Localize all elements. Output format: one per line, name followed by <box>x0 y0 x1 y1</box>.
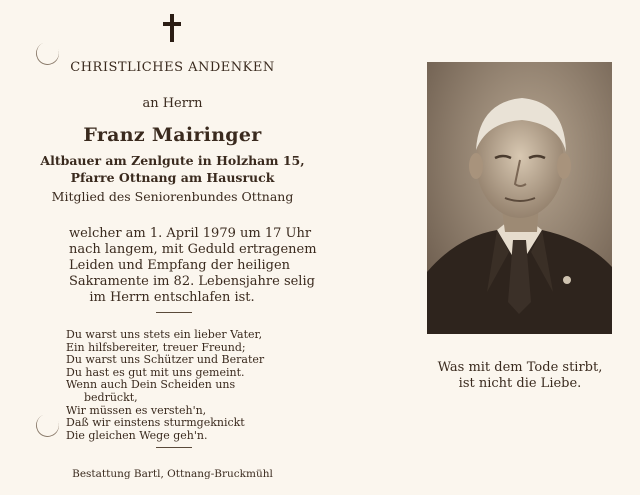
poem-line: Du warst uns Schützer und Berater <box>66 353 265 367</box>
occupation-line-1: Altbauer am Zenlgute in Holzham 15, <box>40 153 305 168</box>
obituary-line: welcher am 1. April 1979 um 17 Uhr <box>69 226 312 241</box>
poem-line: Wenn auch Dein Scheiden uns <box>66 378 236 392</box>
poem <box>66 329 296 442</box>
membership-line: Mitglied des Seniorenbundes Ottnang <box>51 189 294 204</box>
poem-line: Ein hilfsbereiter, treuer Freund; <box>66 340 246 354</box>
quote-line: ist nicht die Liebe. <box>458 376 582 391</box>
divider-bottom <box>156 447 192 448</box>
occupation-line-2: Pfarre Ottnang am Hausruck <box>70 170 275 185</box>
obituary-line: nach langem, mit Geduld ertragenem <box>69 242 317 257</box>
obituary-line: Sakramente im 82. Lebensjahre selig <box>69 274 315 289</box>
quote-line: Was mit dem Tode stirbt, <box>437 360 603 375</box>
poem-line: Die gleichen Wege geh'n. <box>66 428 208 442</box>
divider-top <box>156 312 192 313</box>
punch-hole-bottom <box>33 411 62 440</box>
obituary-line: Leiden und Empfang der heiligen <box>69 258 291 273</box>
memorial-quote <box>415 360 625 392</box>
deceased-name: Franz Mairinger <box>83 124 262 146</box>
poem-line: Wir müssen es versteh'n, <box>66 403 207 417</box>
obituary-line: im Herrn entschlafen ist. <box>89 290 255 305</box>
poem-line: Du warst uns stets ein lieber Vater, <box>66 328 263 341</box>
portrait-photo <box>427 62 612 334</box>
poem-line: bedrückt, <box>84 390 138 404</box>
poem-line: Du hast es gut mit uns gemeint. <box>66 365 245 379</box>
salutation: an Herrn <box>142 96 203 111</box>
poem-line: Daß wir einstens sturmgeknickt <box>66 416 245 430</box>
cross-icon <box>163 14 181 42</box>
undertaker-line: Bestattung Bartl, Ottnang-Bruckmühl <box>72 468 273 480</box>
card-heading: CHRISTLICHES ANDENKEN <box>70 60 275 75</box>
obituary-text <box>69 226 317 306</box>
